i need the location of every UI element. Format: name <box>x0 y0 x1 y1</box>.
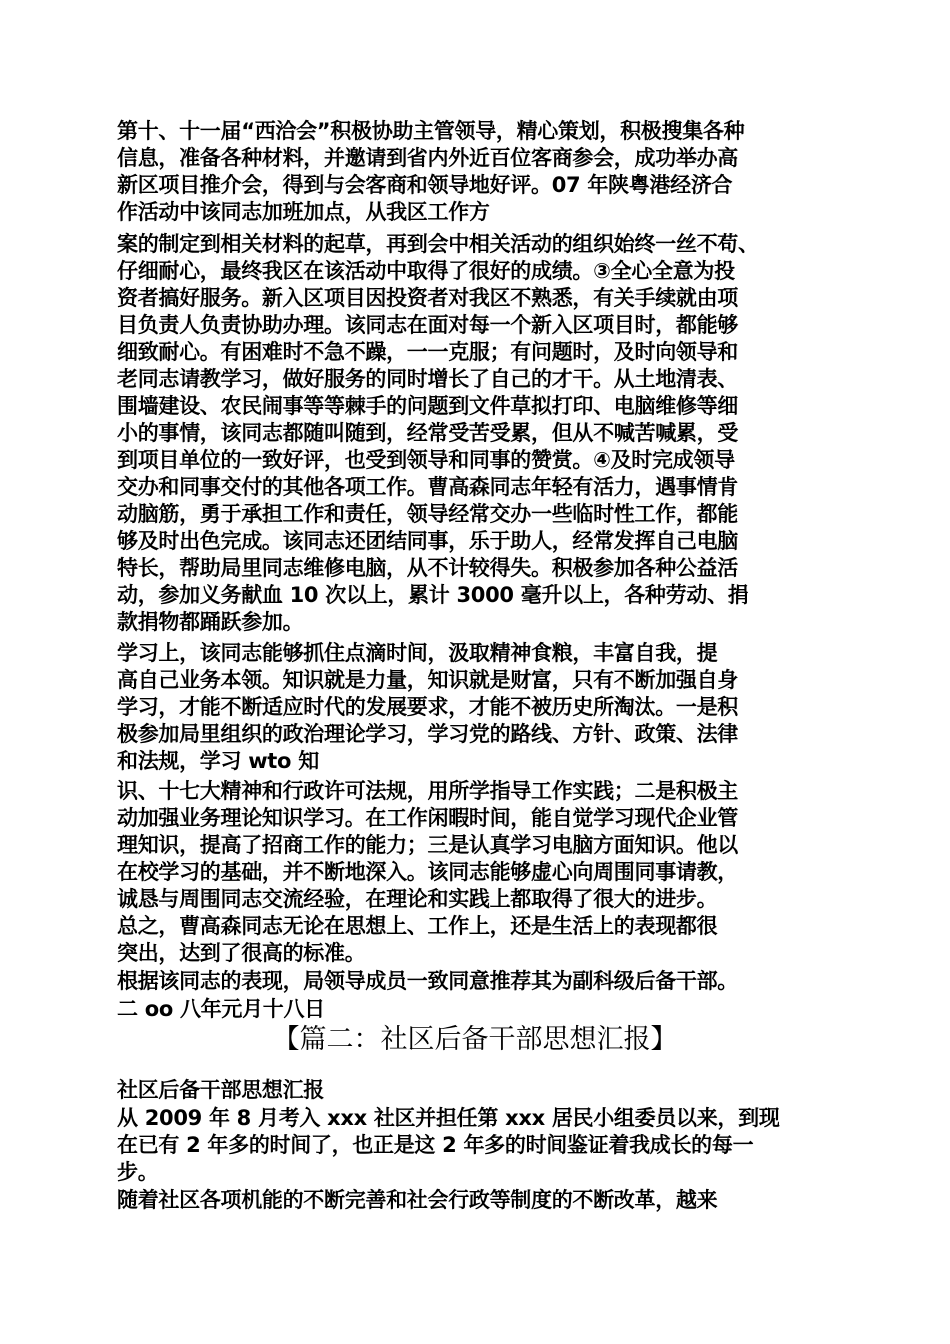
date-line: 二 oo 八年元月十八日 <box>117 997 325 1021</box>
text-line: 作活动中该同志加班加点，从我区工作方 <box>117 200 490 224</box>
text-line: 小的事情，该同志都随叫随到，经常受苦受累，但从不喊苦喊累，受 <box>117 421 738 445</box>
text-line: 在已有 2 年多的时间了，也正是这 2 年多的时间鉴证着我成长的每一 <box>117 1133 754 1157</box>
text-line: 总之，曹高森同志无论在思想上、工作上，还是生活上的表现都很 <box>117 914 718 938</box>
text-line: 突出，达到了很高的标准。 <box>117 941 366 965</box>
text-line: 学习上，该同志能够抓住点滴时间，汲取精神食粮，丰富自我，提 <box>117 641 718 665</box>
text-line: 和法规，学习 wto 知 <box>117 749 319 773</box>
text-line: 款捐物都踊跃参加。 <box>117 610 304 634</box>
text-line: 信息，准备各种材料，并邀请到省内外近百位客商参会，成功举办高 <box>117 146 738 170</box>
text-line: 在校学习的基础，并不断地深入。该同志能够虚心向周围同事请教， <box>117 860 738 884</box>
text-line: 细致耐心。有困难时不急不躁，一一克服；有问题时，及时向领导和 <box>117 340 738 364</box>
section-title: 社区后备干部思想汇报 <box>117 1078 324 1102</box>
text-line: 第十、十一届“西洽会”积极协助主管领导，精心策划，积极搜集各种 <box>117 119 745 143</box>
text-line: 学习，才能不断适应时代的发展要求，才能不被历史所淘汰。一是积 <box>117 695 738 719</box>
text-line: 步。 <box>117 1160 159 1184</box>
text-line: 诚恳与周围同志交流经验，在理论和实践上都取得了很大的进步。 <box>117 887 718 911</box>
text-line: 随着社区各项机能的不断完善和社会行政等制度的不断改革，越来 <box>117 1188 718 1212</box>
text-line: 理知识，提高了招商工作的能力；三是认真学习电脑方面知识。他以 <box>117 833 738 857</box>
text-line: 动加强业务理论知识学习。在工作闲暇时间，能自觉学习现代企业管 <box>117 806 738 830</box>
text-line: 从 2009 年 8 月考入 xxx 社区并担任第 xxx 居民小组委员以来，到现 <box>117 1106 780 1130</box>
section-heading: 【篇二：社区后备干部思想汇报】 <box>272 1024 678 1055</box>
text-line: 资者搞好服务。新入区项目因投资者对我区不熟悉，有关手续就由项 <box>117 286 738 310</box>
text-line: 到项目单位的一致好评，也受到领导和同事的赞赏。④及时完成领导 <box>117 448 735 472</box>
text-line: 老同志请教学习，做好服务的同时增长了自己的才干。从土地清表、 <box>117 367 738 391</box>
text-line: 目负责人负责协助办理。该同志在面对每一个新入区项目时，都能够 <box>117 313 738 337</box>
text-line: 高自己业务本领。知识就是力量，知识就是财富，只有不断加强自身 <box>117 668 738 692</box>
text-line: 特长，帮助局里同志维修电脑，从不计较得失。积极参加各种公益活 <box>117 556 738 580</box>
text-line: 动，参加义务献血 10 次以上，累计 3000 毫升以上，各种劳动、捐 <box>117 583 749 607</box>
text-line: 极参加局里组织的政治理论学习，学习党的路线、方针、政策、法律 <box>117 722 738 746</box>
text-line: 交办和同事交付的其他各项工作。曹高森同志年轻有活力，遇事情肯 <box>117 475 738 499</box>
text-line: 够及时出色完成。该同志还团结同事，乐于助人，经常发挥自己电脑 <box>117 529 738 553</box>
text-line: 新区项目推介会，得到与会客商和领导地好评。07 年陕粤港经济合 <box>117 173 733 197</box>
text-line: 根据该同志的表现，局领导成员一致同意推荐其为副科级后备干部。 <box>117 969 738 993</box>
text-line: 仔细耐心，最终我区在该活动中取得了很好的成绩。③全心全意为投 <box>117 259 735 283</box>
text-line: 识、十七大精神和行政许可法规，用所学指导工作实践；二是积极主 <box>117 779 738 803</box>
text-line: 案的制定到相关材料的起草，再到会中相关活动的组织始终一丝不苟、 <box>117 232 759 256</box>
text-line: 动脑筋，勇于承担工作和责任，领导经常交办一些临时性工作，都能 <box>117 502 738 526</box>
text-line: 围墙建设、农民闹事等等棘手的问题到文件草拟打印、电脑维修等细 <box>117 394 738 418</box>
